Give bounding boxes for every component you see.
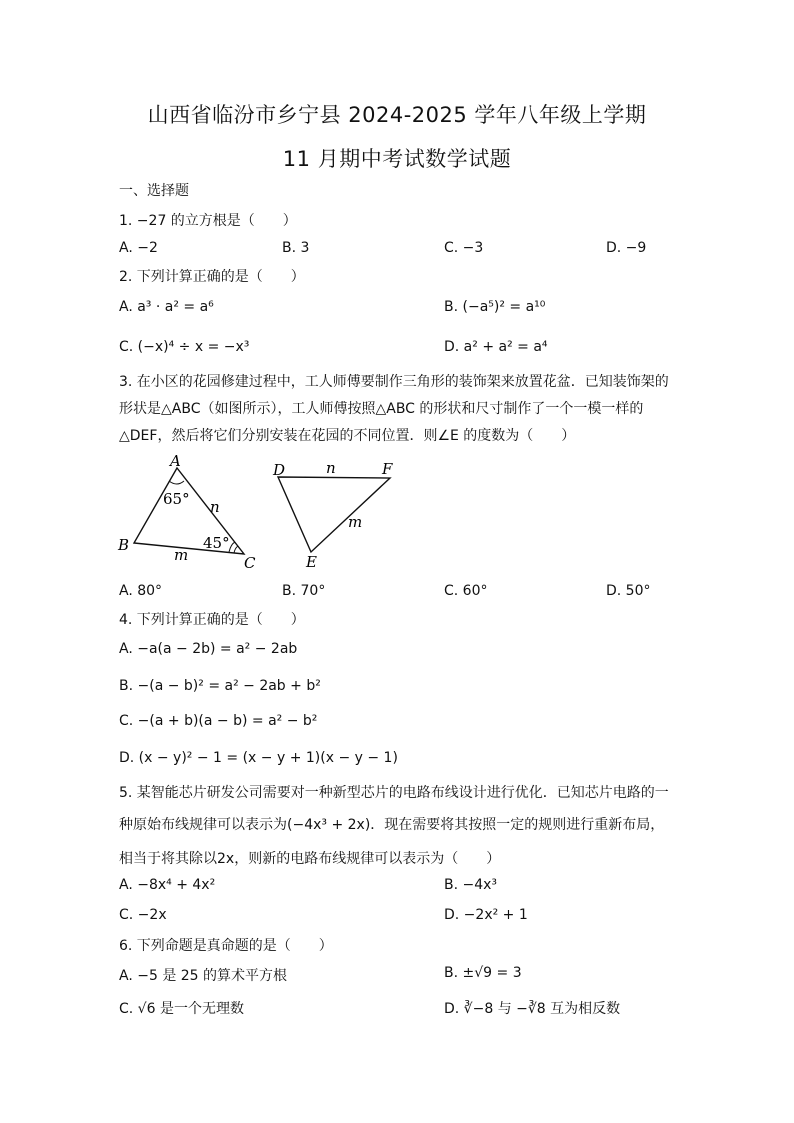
q6-option-b: B. ±√9 = 3 (444, 965, 522, 981)
side-ef-label: m (348, 513, 363, 531)
question-2-stem: 2. 下列计算正确的是（ ） (119, 269, 305, 285)
q1-option-c: C. −3 (444, 240, 484, 256)
vertex-e: E (306, 553, 317, 571)
q4-option-a: A. −a(a − 2b) = a² − 2ab (119, 641, 298, 657)
question-4-stem: 4. 下列计算正确的是（ ） (119, 612, 305, 628)
question-3-stem-line2: 形状是△ABC（如图所示），工人师傅按照△ABC 的形状和尺寸制作了一个一模一样的 (119, 401, 644, 417)
side-bc-label: m (174, 546, 189, 564)
q5-option-a: A. −8x⁴ + 4x² (119, 877, 216, 893)
q4-option-c: C. −(a + b)(a − b) = a² − b² (119, 713, 318, 729)
q1-option-a: A. −2 (119, 240, 158, 256)
question-6-stem: 6. 下列命题是真命题的是（ ） (119, 938, 333, 954)
q5-option-c: C. −2x (119, 907, 167, 923)
q3-option-c: C. 60° (444, 583, 488, 599)
vertex-a: A (170, 452, 181, 470)
q2-option-a: A. a³ · a² = a⁶ (119, 299, 214, 315)
angle-c-arc-inner (234, 546, 238, 553)
question-3-stem-line3: △DEF，然后将它们分别安装在花园的不同位置．则∠E 的度数为（ ） (119, 428, 576, 444)
q5-option-d: D. −2x² + 1 (444, 907, 528, 923)
question-5-stem-line3: 相当于将其除以2x，则新的电路布线规律可以表示为（ ） (119, 851, 501, 867)
q3-option-a: A. 80° (119, 583, 163, 599)
angle-c-arc (229, 542, 235, 552)
question-5-stem-line2: 种原始布线规律可以表示为(−4x³ + 2x)．现在需要将其按照一定的规则进行重新布局， (119, 817, 665, 833)
q6-option-c: C. √6 是一个无理数 (119, 1001, 244, 1017)
angle-a-arc (169, 481, 184, 484)
q6-option-d: D. ∛−8 与 −∛8 互为相反数 (444, 1001, 621, 1017)
q1-option-b: B. 3 (282, 240, 310, 256)
section-heading: 一、选择题 (119, 183, 189, 199)
exam-title-line2: 11 月期中考试数学试题 (282, 147, 512, 171)
triangle-def (278, 477, 390, 552)
q2-option-d: D. a² + a² = a⁴ (444, 339, 548, 355)
exam-title-line1: 山西省临汾市乡宁县 2024-2025 学年八年级上学期 (147, 103, 647, 127)
vertex-f: F (382, 460, 393, 478)
vertex-b: B (118, 536, 130, 554)
side-df-label: n (326, 459, 336, 477)
angle-c-label: 45° (203, 534, 230, 552)
q4-option-d: D. (x − y)² − 1 = (x − y + 1)(x − y − 1) (119, 750, 398, 766)
q5-option-b: B. −4x³ (444, 877, 498, 893)
q6-option-a: A. −5 是 25 的算术平方根 (119, 968, 288, 984)
question-3-figure (110, 450, 410, 575)
question-1-stem: 1. −27 的立方根是（ ） (119, 213, 297, 229)
q4-option-b: B. −(a − b)² = a² − 2ab + b² (119, 678, 321, 694)
question-3-stem-line1: 3. 在小区的花园修建过程中，工人师傅要制作三角形的装饰架来放置花盆．已知装饰架的 (119, 374, 669, 390)
q2-option-b: B. (−a⁵)² = a¹⁰ (444, 299, 546, 315)
side-ac-label: n (210, 498, 220, 516)
q2-option-c: C. (−x)⁴ ÷ x = −x³ (119, 339, 250, 355)
q3-option-d: D. 50° (606, 583, 651, 599)
vertex-d: D (273, 461, 286, 479)
angle-a-label: 65° (163, 490, 190, 508)
question-5-stem-line1: 5. 某智能芯片研发公司需要对一种新型芯片的电路布线设计进行优化．已知芯片电路的一 (119, 785, 669, 801)
q1-option-d: D. −9 (606, 240, 647, 256)
q3-option-b: B. 70° (282, 583, 326, 599)
vertex-c: C (244, 554, 256, 572)
